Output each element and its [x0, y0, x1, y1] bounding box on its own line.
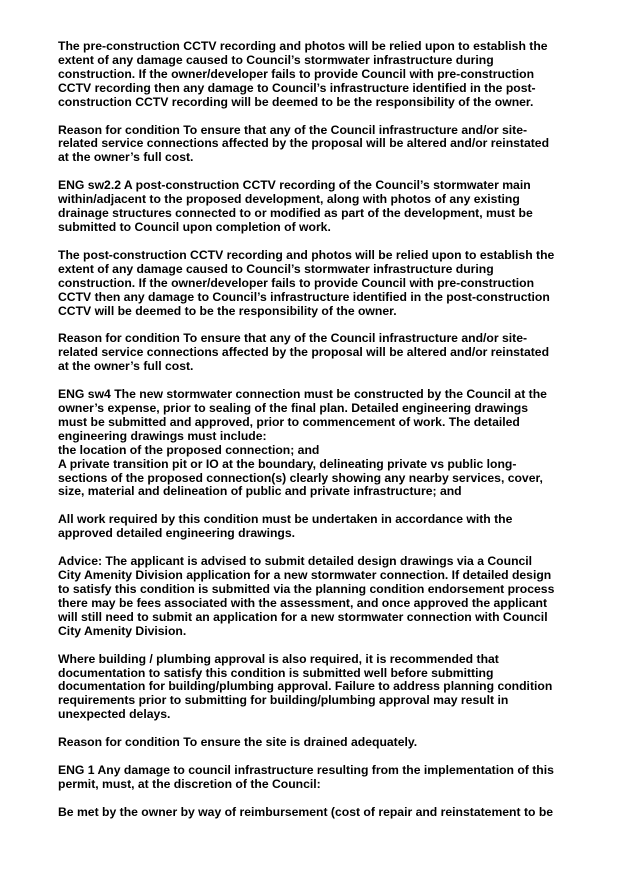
text-line: The post-construction CCTV recording and photos will be relied upon to establish the — [58, 247, 555, 262]
paragraph-reason-infrastructure-1 — [58, 124, 578, 166]
text-line: extent of any damage caused to Council’s stormwater infrastructure during — [58, 52, 494, 67]
text-line: ENG sw4 The new stormwater connection must be constructed by the Council at the — [58, 387, 547, 402]
text-line: construction. If the owner/developer fails to provide Council with pre-construction — [58, 66, 535, 81]
paragraph-building-plumbing — [58, 653, 578, 723]
paragraph-reason-drained — [58, 736, 578, 750]
text-line: to satisfy this condition is submitted via the planning condition endorsement process — [58, 582, 555, 596]
text-line: Be met by the owner by way of reimbursement (cost of repair and reinstatement to be — [58, 804, 554, 819]
text-line: All work required by this condition must be undertaken in accordance with the — [58, 512, 513, 527]
text-line: sections of the proposed connection(s) clearly showing any nearby services, cover, — [58, 470, 543, 485]
text-line: the location of the proposed connection; and — [58, 442, 320, 457]
text-line: Advice: The applicant is advised to submit detailed design drawings via a Council — [58, 554, 533, 569]
paragraph-reimbursement — [58, 806, 578, 820]
paragraph-eng-1 — [58, 764, 578, 792]
text-line: Reason for condition To ensure that any of the Council infrastructure and/or site- — [58, 122, 528, 137]
paragraph-eng-sw4 — [58, 388, 578, 499]
paragraph-advice — [58, 555, 578, 638]
paragraph-all-work-required — [58, 513, 578, 541]
text-line: approved detailed engineering drawings. — [58, 526, 296, 541]
text-line: ENG sw2.2 A post-construction CCTV recording of the Council’s stormwater main — [58, 178, 531, 193]
text-line: Reason for condition To ensure the site is drained adequately. — [58, 735, 418, 750]
text-line: there may be fees associated with the assessment, and once approved the applicant — [58, 595, 548, 610]
text-line: unexpected delays. — [58, 707, 171, 722]
text-line: drainage structures connected to or modified as part of the development, must be — [58, 206, 533, 221]
text-line: extent of any damage caused to Council’s stormwater infrastructure during — [58, 261, 494, 276]
text-line: at the owner’s full cost. — [58, 150, 194, 165]
text-line: size, material and delineation of public and private infrastructure; and — [58, 484, 462, 499]
text-line: must be submitted and approved, prior to commencement of work. The detailed — [58, 414, 520, 429]
text-line: CCTV recording then any damage to Council’s infrastructure identified in the post- — [58, 80, 536, 95]
text-line: construction. If the owner/developer fails to provide Council with pre-construction — [58, 275, 535, 290]
text-line: The pre-construction CCTV recording and photos will be relied upon to establish the — [58, 39, 548, 53]
text-line: construction CCTV recording will be deemed to be the responsibility of the owner. — [58, 94, 534, 109]
text-line: Reason for condition To ensure that any of the Council infrastructure and/or site- — [58, 331, 528, 346]
text-line: documentation to satisfy this condition is submitted well before submitting — [58, 665, 494, 680]
text-line: City Amenity Division. — [58, 623, 187, 638]
text-line: A private transition pit or IO at the boundary, delineating private vs public long- — [58, 456, 517, 471]
paragraph-post-construction-cctv — [58, 249, 578, 319]
text-line: related service connections affected by the proposal will be altered and/or reinstated — [58, 136, 550, 151]
text-line: permit, must, at the discretion of the Council: — [58, 776, 321, 791]
text-line: within/adjacent to the proposed development, along with photos of any existing — [58, 192, 520, 207]
paragraph-eng-sw2-2 — [58, 179, 578, 235]
text-line: submitted to Council upon completion of work. — [58, 219, 331, 234]
text-line: documentation for building/plumbing approval. Failure to address planning condition — [58, 679, 553, 694]
text-line: ENG 1 Any damage to council infrastructure resulting from the implementation of this — [58, 763, 554, 778]
text-line: will still need to submit an application for a new stormwater connection with Council — [58, 609, 548, 624]
paragraph-reason-infrastructure-2 — [58, 332, 578, 374]
paragraph-pre-construction-cctv — [58, 40, 578, 110]
text-line: requirements prior to submitting for building/plumbing approval may result in — [58, 693, 509, 708]
text-line: related service connections affected by the proposal will be altered and/or reinstated — [58, 345, 550, 360]
document-page — [58, 40, 578, 834]
text-line: CCTV then any damage to Council’s infrastructure identified in the post-construction — [58, 289, 550, 304]
text-line: at the owner’s full cost. — [58, 359, 194, 374]
text-line: City Amenity Division application for a new stormwater connection. If detailed design — [58, 568, 552, 583]
text-line: Where building / plumbing approval is also required, it is recommended that — [58, 651, 499, 666]
text-line: CCTV will be deemed to be the responsibility of the owner. — [58, 303, 397, 318]
text-line: engineering drawings must include: — [58, 428, 267, 443]
text-line: owner’s expense, prior to sealing of the final plan. Detailed engineering drawings — [58, 401, 528, 416]
